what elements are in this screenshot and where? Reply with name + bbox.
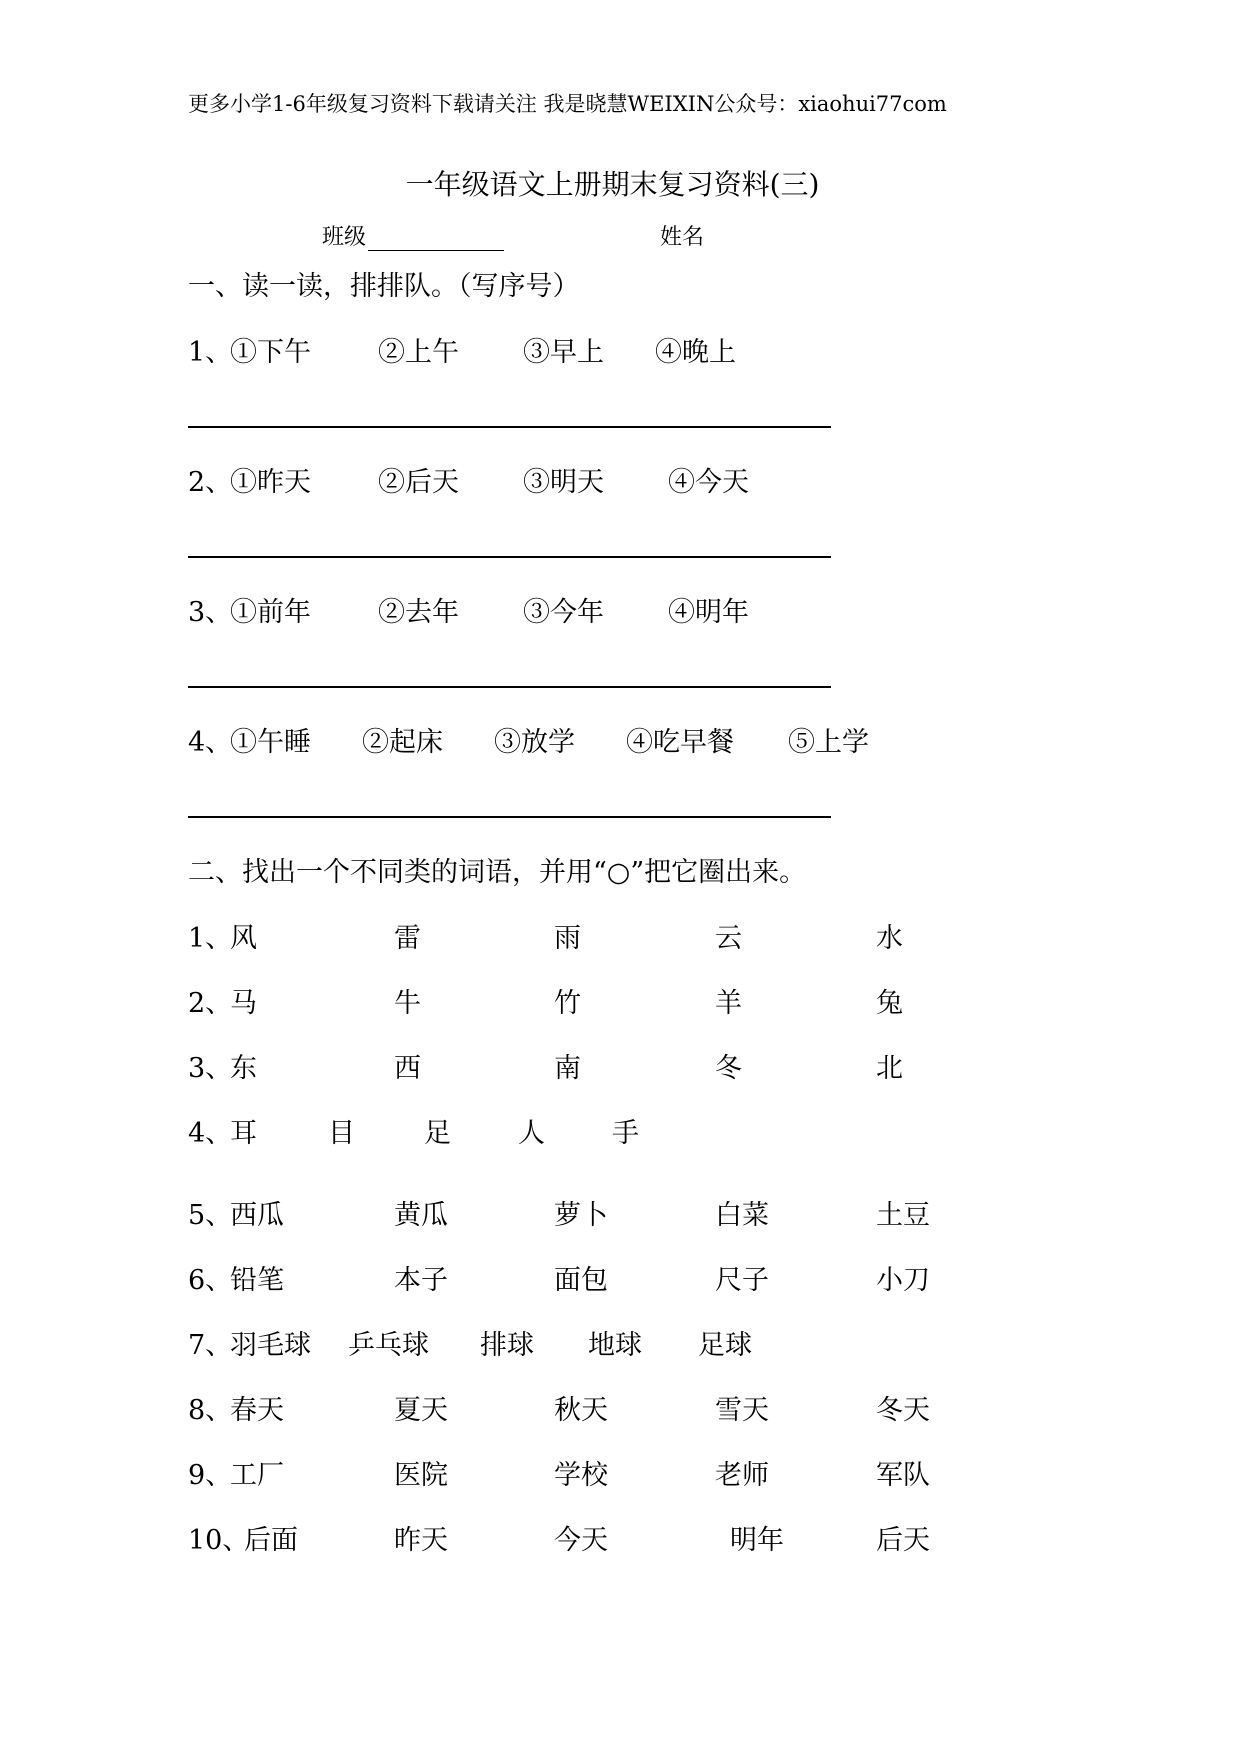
word-option[interactable]: 尺子 bbox=[715, 1265, 769, 1296]
word-option[interactable]: 工厂 bbox=[230, 1460, 284, 1491]
word-option[interactable]: 小刀 bbox=[876, 1265, 930, 1296]
option: ①下午 bbox=[230, 337, 311, 368]
option: ②起床 bbox=[362, 727, 443, 758]
word-option[interactable]: 北 bbox=[876, 1053, 903, 1084]
option: ②去年 bbox=[378, 597, 459, 628]
word-option[interactable]: 本子 bbox=[394, 1265, 448, 1296]
row-number: 5、 bbox=[188, 1200, 233, 1231]
word-option[interactable]: 足球 bbox=[698, 1330, 752, 1361]
word-option[interactable]: 面包 bbox=[554, 1265, 608, 1296]
word-option[interactable]: 老师 bbox=[715, 1460, 769, 1491]
name-label: 姓名 bbox=[660, 225, 705, 250]
question-number: 2、 bbox=[188, 467, 233, 498]
word-option[interactable]: 目 bbox=[328, 1118, 355, 1149]
row-number: 3、 bbox=[188, 1053, 233, 1084]
word-option[interactable]: 明年 bbox=[730, 1525, 784, 1556]
answer-line-3[interactable] bbox=[188, 686, 831, 688]
option: ④明年 bbox=[668, 597, 749, 628]
word-option[interactable]: 牛 bbox=[394, 988, 421, 1019]
word-option[interactable]: 竹 bbox=[554, 988, 581, 1019]
word-option[interactable]: 昨天 bbox=[394, 1525, 448, 1556]
word-option[interactable]: 南 bbox=[554, 1053, 581, 1084]
option: ③今年 bbox=[523, 597, 604, 628]
word-option[interactable]: 雨 bbox=[554, 923, 581, 954]
section1-heading: 一、读一读，排排队。（写序号） bbox=[188, 271, 580, 302]
row-number: 4、 bbox=[188, 1118, 233, 1149]
option: ①午睡 bbox=[230, 727, 311, 758]
option: ③早上 bbox=[523, 337, 604, 368]
word-option[interactable]: 后天 bbox=[876, 1525, 930, 1556]
word-option[interactable]: 兔 bbox=[876, 988, 903, 1019]
word-option[interactable]: 足 bbox=[424, 1118, 451, 1149]
word-option[interactable]: 秋天 bbox=[554, 1395, 608, 1426]
row-number: 10、 bbox=[188, 1525, 250, 1556]
question-number: 4、 bbox=[188, 727, 233, 758]
option: ①前年 bbox=[230, 597, 311, 628]
word-option[interactable]: 铅笔 bbox=[230, 1265, 284, 1296]
word-option[interactable]: 东 bbox=[230, 1053, 257, 1084]
word-option[interactable]: 排球 bbox=[480, 1330, 534, 1361]
word-option[interactable]: 今天 bbox=[554, 1525, 608, 1556]
option: ③放学 bbox=[494, 727, 575, 758]
word-option[interactable]: 萝卜 bbox=[554, 1200, 608, 1231]
word-option[interactable]: 后面 bbox=[244, 1525, 298, 1556]
option: ④晚上 bbox=[655, 337, 736, 368]
word-option[interactable]: 人 bbox=[518, 1118, 545, 1149]
word-option[interactable]: 水 bbox=[876, 923, 903, 954]
row-number: 1、 bbox=[188, 923, 233, 954]
word-option[interactable]: 白菜 bbox=[715, 1200, 769, 1231]
page-header-note: 更多小学1-6年级复习资料下载请关注 我是晓慧WEIXIN公众号：xiaohui77com bbox=[188, 92, 947, 116]
word-option[interactable]: 云 bbox=[715, 923, 742, 954]
word-option[interactable]: 羽毛球 bbox=[230, 1330, 311, 1361]
section2-heading: 二、找出一个不同类的词语，并用“○”把它圈出来。 bbox=[188, 857, 807, 888]
word-option[interactable]: 冬天 bbox=[876, 1395, 930, 1426]
answer-line-1[interactable] bbox=[188, 426, 831, 428]
word-option[interactable]: 医院 bbox=[394, 1460, 448, 1491]
option: ④吃早餐 bbox=[626, 727, 734, 758]
word-option[interactable]: 西瓜 bbox=[230, 1200, 284, 1231]
row-number: 8、 bbox=[188, 1395, 233, 1426]
row-number: 9、 bbox=[188, 1460, 233, 1491]
class-blank[interactable] bbox=[368, 228, 504, 251]
word-option[interactable]: 学校 bbox=[554, 1460, 608, 1491]
row-number: 7、 bbox=[188, 1330, 233, 1361]
option: ④今天 bbox=[668, 467, 749, 498]
row-number: 2、 bbox=[188, 988, 233, 1019]
word-option[interactable]: 雪天 bbox=[715, 1395, 769, 1426]
answer-line-4[interactable] bbox=[188, 816, 831, 818]
word-option[interactable]: 军队 bbox=[876, 1460, 930, 1491]
word-option[interactable]: 羊 bbox=[715, 988, 742, 1019]
class-field bbox=[322, 220, 504, 251]
page-title: 一年级语文上册期末复习资料(三) bbox=[405, 168, 820, 201]
word-option[interactable]: 黄瓜 bbox=[394, 1200, 448, 1231]
option: ①昨天 bbox=[230, 467, 311, 498]
word-option[interactable]: 乒乓球 bbox=[348, 1330, 429, 1361]
word-option[interactable]: 土豆 bbox=[876, 1200, 930, 1231]
answer-line-2[interactable] bbox=[188, 556, 831, 558]
class-label: 班级 bbox=[322, 225, 367, 250]
word-option[interactable]: 夏天 bbox=[394, 1395, 448, 1426]
option: ②后天 bbox=[378, 467, 459, 498]
word-option[interactable]: 地球 bbox=[588, 1330, 642, 1361]
word-option[interactable]: 春天 bbox=[230, 1395, 284, 1426]
option: ⑤上学 bbox=[788, 727, 869, 758]
word-option[interactable]: 耳 bbox=[230, 1118, 257, 1149]
word-option[interactable]: 西 bbox=[394, 1053, 421, 1084]
word-option[interactable]: 手 bbox=[612, 1118, 639, 1149]
word-option[interactable]: 马 bbox=[230, 988, 257, 1019]
question-number: 1、 bbox=[188, 337, 233, 368]
question-number: 3、 bbox=[188, 597, 233, 628]
word-option[interactable]: 风 bbox=[230, 923, 257, 954]
row-number: 6、 bbox=[188, 1265, 233, 1296]
word-option[interactable]: 冬 bbox=[715, 1053, 742, 1084]
option: ③明天 bbox=[523, 467, 604, 498]
word-option[interactable]: 雷 bbox=[394, 923, 421, 954]
option: ②上午 bbox=[378, 337, 459, 368]
